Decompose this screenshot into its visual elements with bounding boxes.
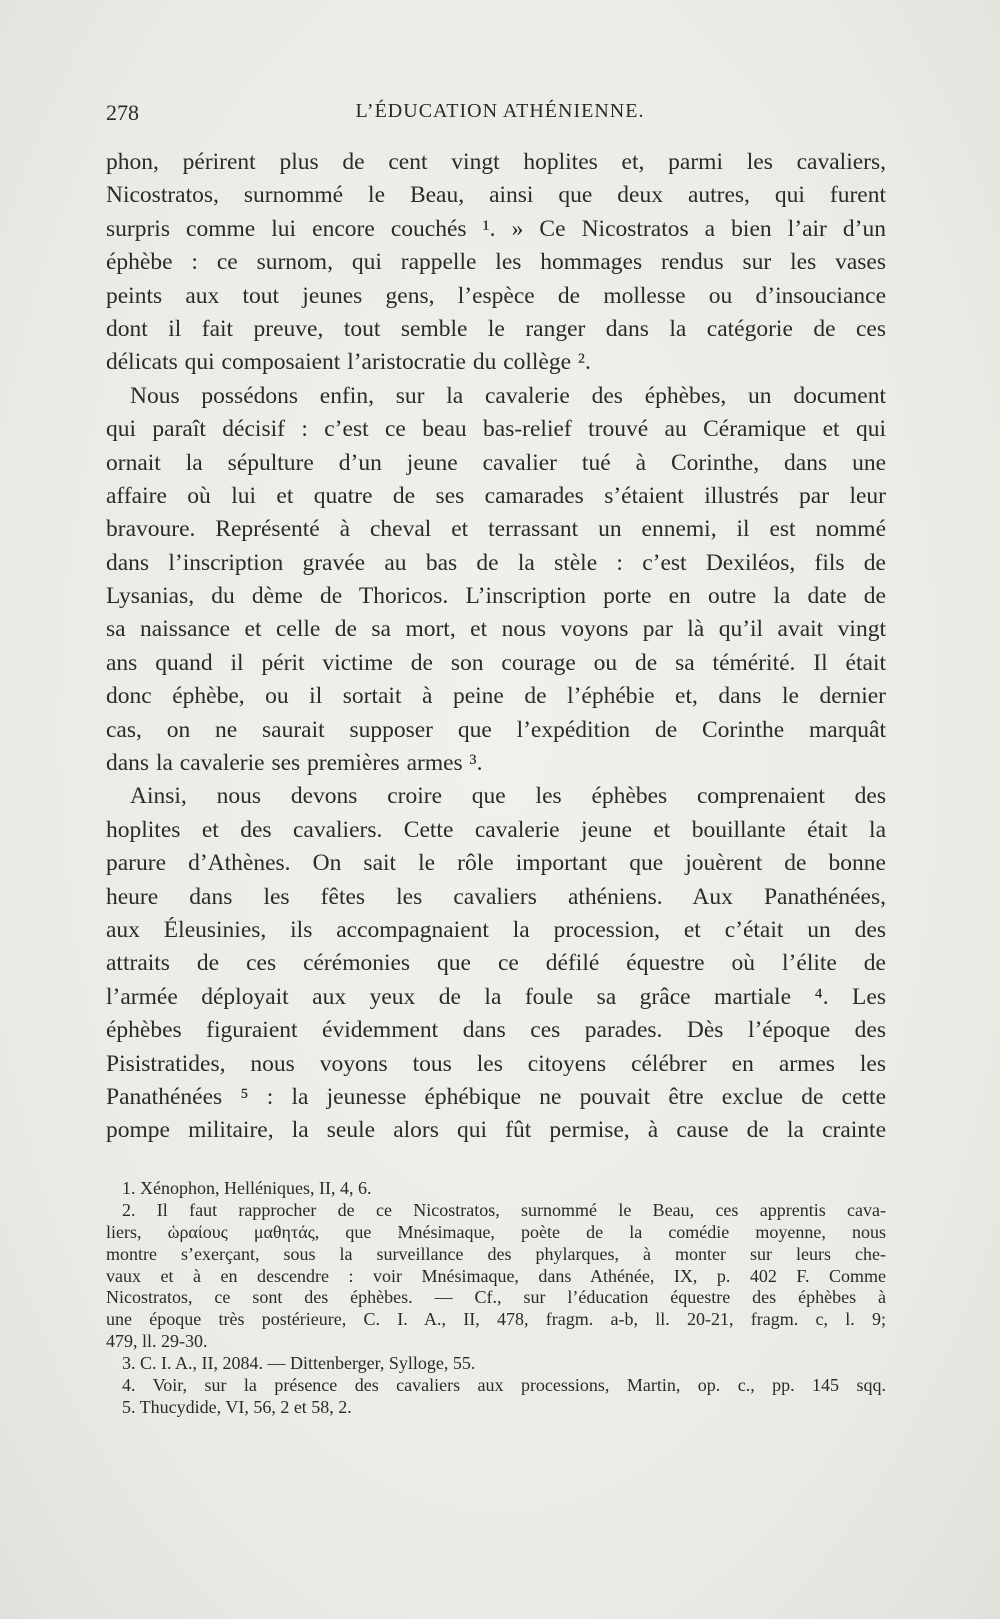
running-title: L’ÉDUCATION ATHÉNIENNE. [355, 100, 645, 122]
text-line: éphèbes figuraient évidemment dans ces parades. Dès l’époque des [106, 1017, 886, 1044]
text-line: Nicostratos, surnommé le Beau, ainsi que deux autres, qui furent [106, 182, 886, 209]
footnote-line: 2. Il faut rapprocher de ce Nicostratos, surnommé le Beau, ces apprentis cava- [122, 1199, 886, 1220]
footnote-line: vaux et à en descendre : voir Mnésimaque, dans Athénée, IX, p. 402 F. Comme [106, 1265, 886, 1286]
text-line: Panathénées ⁵ : la jeunesse éphébique ne pouvait être exclue de cette [106, 1083, 886, 1110]
text-line: ans quand il périt victime de son courage ou de sa témérité. Il était [106, 649, 886, 676]
text-line: aux Éleusinies, ils accompagnaient la procession, et c’était un des [106, 916, 886, 943]
text-line: l’armée déployait aux yeux de la foule sa grâce martiale ⁴. Les [106, 983, 886, 1010]
footnote-line: 479, ll. 29-30. [106, 1331, 208, 1352]
text-line: ornait la sépulture d’un jeune cavalier tué à Corinthe, dans une [106, 449, 886, 476]
text-line: attraits de ces cérémonies que ce défilé équestre où l’élite de [106, 950, 886, 977]
page-number: 278 [106, 100, 139, 125]
text-line: sa naissance et celle de sa mort, et nous voyons par là qu’il avait vingt [106, 616, 886, 643]
footnote-line: 5. Thucydide, VI, 56, 2 et 58, 2. [122, 1396, 352, 1417]
text-line: Lysanias, du dème de Thoricos. L’inscription porte en outre la date de [106, 583, 886, 610]
text-line: dans l’inscription gravée au bas de la stèle : c’est Dexiléos, fils de [106, 549, 886, 576]
text-line: phon, périrent plus de cent vingt hoplites et, parmi les cavaliers, [106, 149, 886, 175]
text-line: éphèbe : ce surnom, qui rappelle les hommages rendus sur les vases [106, 249, 886, 276]
text-line: qui paraît décisif : c’est ce beau bas-relief trouvé au Céramique et qui [106, 416, 886, 443]
text-line: cas, on ne saurait supposer que l’expédition de Corinthe marquât [106, 716, 886, 743]
text-line: hoplites et des cavaliers. Cette cavalerie jeune et bouillante était la [106, 816, 886, 843]
footnote-line: montre s’exerçant, sous la surveillance des phylarques, à monter sur leurs che- [106, 1243, 886, 1264]
footnote-line: Nicostratos, ce sont des éphèbes. — Cf., sur l’éducation équestre des éphèbes à [106, 1287, 886, 1308]
text-line: heure dans les fêtes les cavaliers athéniens. Aux Panathénées, [106, 883, 886, 910]
text-line: peints aux tout jeunes gens, l’espèce de mollesse ou d’insouciance [106, 282, 886, 309]
text-line: délicats qui composaient l’aristocratie du collège ². [106, 349, 591, 376]
text-line: parure d’Athènes. On sait le rôle important que jouèrent de bonne [106, 850, 886, 877]
footnote-line: 4. Voir, sur la présence des cavaliers aux processions, Martin, op. c., pp. 145 sqq. [122, 1375, 886, 1396]
text-line: dans la cavalerie ses premières armes ³. [106, 750, 483, 777]
footnote-line: 3. C. I. A., II, 2084. — Dittenberger, Sylloge, 55. [122, 1353, 476, 1374]
footnote-line: 1. Xénophon, Helléniques, II, 4, 6. [122, 1178, 372, 1198]
text-line: Nous possédons enfin, sur la cavalerie des éphèbes, un document [130, 382, 886, 409]
footnote-line: une époque très postérieure, C. I. A., II, 478, fragm. a-b, ll. 20-21, fragm. c, l. 9; [106, 1309, 886, 1330]
text-line: Ainsi, nous devons croire que les éphèbes comprenaient des [130, 783, 886, 810]
body-text [106, 146, 886, 1148]
text-line: affaire où lui et quatre de ses camarades s’étaient illustrés par leur [106, 482, 886, 509]
footnotes [106, 1178, 886, 1419]
text-line: bravoure. Représenté à cheval et terrassant un ennemi, il est nommé [106, 516, 886, 543]
text-line: dont il fait preuve, tout semble le ranger dans la catégorie de ces [106, 315, 886, 342]
footnote-line: liers, ὡραίους μαθητάς, que Mnésimaque, poète de la comédie moyenne, nous [106, 1221, 886, 1242]
text-line: pompe militaire, la seule alors qui fût permise, à cause de la crainte [106, 1117, 886, 1144]
text-line: donc éphèbe, ou il sortait à peine de l’éphébie et, dans le dernier [106, 683, 886, 710]
text-line: surpris comme lui encore couchés ¹. » Ce Nicostratos a bien l’air d’un [106, 215, 886, 242]
page-header [0, 100, 1000, 130]
text-line: Pisistratides, nous voyons tous les citoyens célébrer en armes les [106, 1050, 886, 1077]
